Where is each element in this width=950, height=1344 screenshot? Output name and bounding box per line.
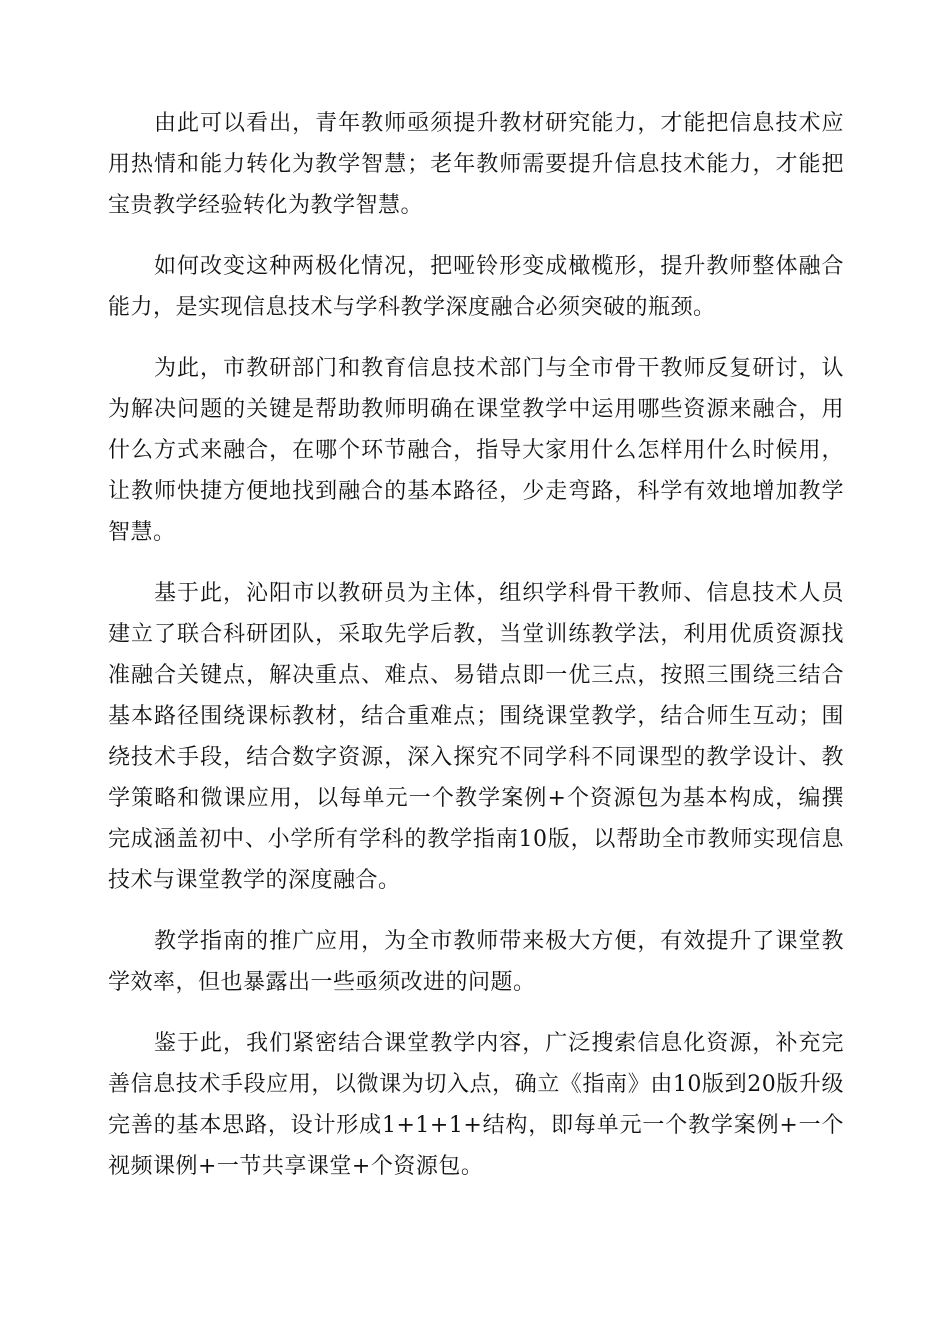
paragraph-3: 为此，市教研部门和教育信息技术部门与全市骨干教师反复研讨，认为解决问题的关键是帮助教师明确在课堂教学中运用哪些资源来融合，用什么方式来融合，在哪个环节融合，指导大家用什么怎样用什么时候用，让教师快捷方便地找到融合的基本路径，少走弯路，科学有效地增加教学智慧。 bbox=[108, 356, 844, 545]
paragraph-6: 鉴于此，我们紧密结合课堂教学内容，广泛搜索信息化资源，补充完善信息技术手段应用，以微课为切入点，确立《指南》由10版到20版升级完善的基本思路，设计形成1+1+1+结构，即每单元一个教学案例+一个视频课例+一节共享课堂+个资源包。 bbox=[108, 1031, 844, 1179]
paragraph-1: 由此可以看出，青年教师亟须提升教材研究能力，才能把信息技术应用热情和能力转化为教学智慧；老年教师需要提升信息技术能力，才能把宝贵教学经验转化为教学智慧。 bbox=[108, 111, 844, 218]
document-body bbox=[108, 103, 844, 1207]
paragraph-2: 如何改变这种两极化情况，把哑铃形变成橄榄形，提升教师整体融合能力，是实现信息技术与学科教学深度融合必须突破的瓶颈。 bbox=[108, 254, 844, 320]
paragraph-5: 教学指南的推广应用，为全市教师带来极大方便，有效提升了课堂教学效率，但也暴露出一些亟须改进的问题。 bbox=[108, 929, 844, 995]
paragraph-4: 基于此，沁阳市以教研员为主体，组织学科骨干教师、信息技术人员建立了联合科研团队，采取先学后教，当堂训练教学法，利用优质资源找准融合关键点，解决重点、难点、易错点即一优三点，按照三围绕三结合基本路径围绕课标教材，结合重难点；围绕课堂教学，结合师生互动；围绕技术手段，结合数字资源，深入探究不同学科不同课型的教学设计、教学策略和微课应用，以每单元一个教学案例+个资源包为基本构成，编撰完成涵盖初中、小学所有学科的教学指南10版，以帮助全市教师实现信息技术与课堂教学的深度融合。 bbox=[108, 581, 844, 893]
